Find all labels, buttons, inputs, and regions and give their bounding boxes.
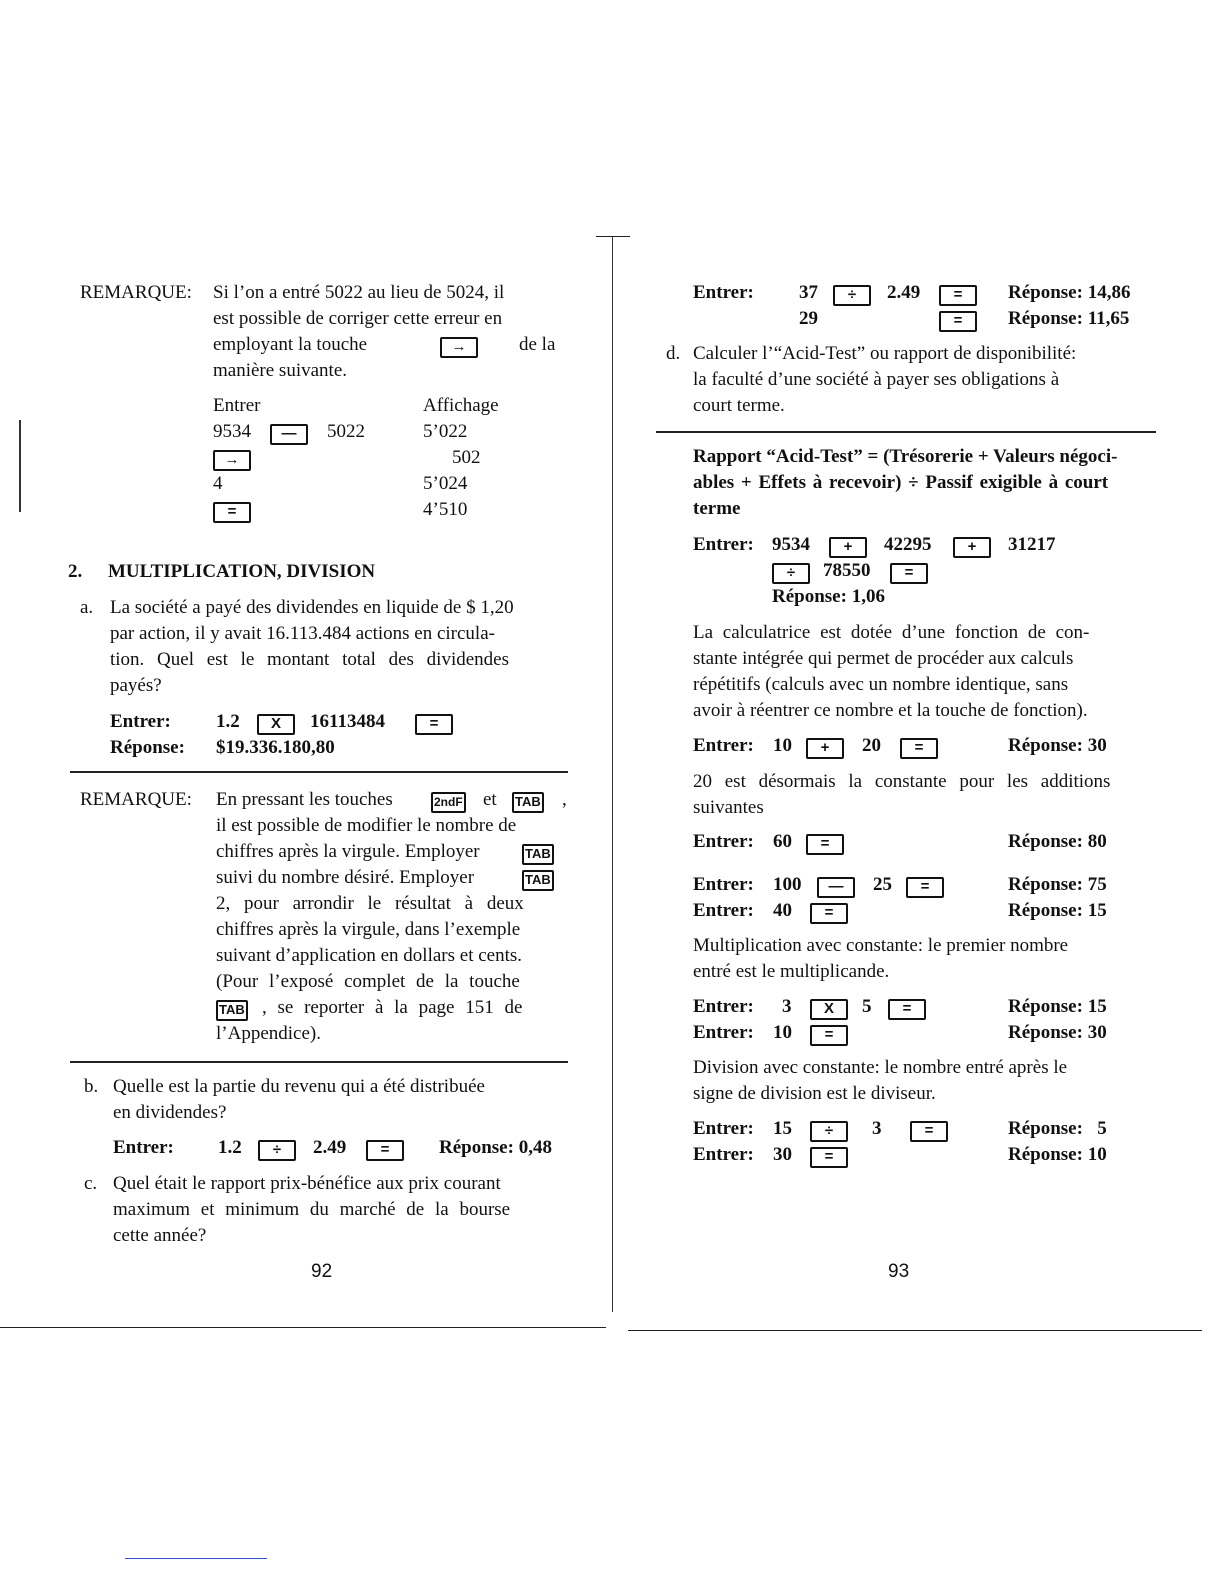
remarque-label: REMARQUE:	[80, 282, 192, 303]
page-gutter-line	[612, 236, 613, 1312]
paragraph-line: La calculatrice est dotée d’une fonction de con-	[693, 622, 1090, 643]
entry-value: 1.2	[218, 1137, 242, 1158]
answer-value: Réponse: 15	[1008, 996, 1107, 1017]
entry-value: 40	[773, 900, 792, 921]
equals-key-icon: =	[415, 714, 453, 735]
enter-label: Entrer:	[693, 735, 754, 756]
remarque-text-line: (Pour l’exposé complet de la touche	[216, 971, 520, 992]
entry-value: 3	[782, 996, 792, 1017]
item-text-line: cette année?	[113, 1225, 207, 1246]
divide-key-icon: ÷	[772, 563, 810, 584]
remarque-text-line: manière suivante.	[213, 360, 348, 381]
column-header-enter: Entrer	[213, 395, 261, 416]
remarque-text-line: et	[483, 789, 497, 810]
item-text-line: maximum et minimum du marché de la bourse	[113, 1199, 511, 1220]
remarque-text-line: est possible de corriger cette erreur en	[213, 308, 503, 329]
paragraph-line: entré est le multiplicande.	[693, 961, 890, 982]
equals-key-icon: =	[906, 877, 944, 898]
remarque-text-line: chiffres après la virgule, dans l’exemple	[216, 919, 521, 940]
remarque-text-line: il est possible de modifier le nombre de	[216, 815, 517, 836]
entry-value: 37	[799, 282, 818, 303]
answer-value: Réponse: 11,65	[1008, 308, 1130, 329]
formula-line: ables + Effets à recevoir) ÷ Passif exigible à court	[693, 472, 1109, 493]
answer-value: Réponse: 5	[1008, 1118, 1107, 1139]
entry-value: 10	[773, 735, 792, 756]
enter-label: Entrer:	[693, 831, 754, 852]
paragraph-line: répétitifs (calculs avec un nombre identique, sans	[693, 674, 1069, 695]
plus-key-icon: +	[806, 738, 844, 759]
entry-value: 29	[799, 308, 818, 329]
entry-value: 9534	[213, 421, 251, 442]
equals-key-icon: =	[366, 1140, 404, 1161]
remarque-text-line: l’Appendice).	[216, 1023, 321, 1044]
scan-edge-mark	[19, 420, 21, 512]
item-letter: b.	[84, 1076, 99, 1097]
tab-key-icon: TAB	[522, 844, 554, 865]
minus-key-icon: —	[270, 424, 308, 445]
answer-value: Réponse: 15	[1008, 900, 1107, 921]
entry-value: 16113484	[310, 711, 385, 732]
plus-key-icon: +	[953, 537, 991, 558]
divide-key-icon: ÷	[810, 1121, 848, 1142]
item-text-line: par action, il y avait 16.113.484 actions en circula-	[110, 623, 495, 644]
display-value: 4’510	[423, 499, 468, 520]
arrow-right-key-icon: →	[440, 337, 478, 358]
entry-value: 5022	[327, 421, 365, 442]
entry-value: 2.49	[887, 282, 921, 303]
remarque-text-line: suivant d’application en dollars et cents.	[216, 945, 523, 966]
item-text-line: court terme.	[693, 395, 785, 416]
item-text-line: la faculté d’une société à payer ses obligations à	[693, 369, 1060, 390]
tab-key-icon: TAB	[512, 792, 544, 813]
entry-value: 9534	[772, 534, 810, 555]
enter-label: Entrer:	[693, 1144, 754, 1165]
item-letter: c.	[84, 1173, 98, 1194]
enter-label: Entrer:	[693, 282, 754, 303]
entry-value: 20	[862, 735, 881, 756]
enter-label: Entrer:	[113, 1137, 174, 1158]
equals-key-icon: =	[810, 1025, 848, 1046]
remarque-text-line: chiffres après la virgule. Employer	[216, 841, 480, 862]
entry-value: 25	[873, 874, 892, 895]
answer-value: $19.336.180,80	[216, 737, 335, 758]
item-letter: d.	[666, 343, 681, 364]
equals-key-icon: =	[900, 738, 938, 759]
item-text-line: Quelle est la partie du revenu qui a été distribuée	[113, 1076, 485, 1097]
enter-label: Entrer:	[693, 1022, 754, 1043]
entry-value: 60	[773, 831, 792, 852]
entry-value: 30	[773, 1144, 792, 1165]
paragraph-line: suivantes	[693, 797, 764, 818]
scan-blue-line	[125, 1558, 267, 1559]
equals-key-icon: =	[806, 834, 844, 855]
enter-label: Entrer:	[693, 534, 754, 555]
formula-line: terme	[693, 498, 741, 519]
divide-key-icon: ÷	[258, 1140, 296, 1161]
remarque-text-line: de la	[519, 334, 556, 355]
paragraph-line: signe de division est le diviseur.	[693, 1083, 936, 1104]
item-text-line: Quel était le rapport prix-bénéfice aux prix courant	[113, 1173, 501, 1194]
paragraph-line: 20 est désormais la constante pour les additions	[693, 771, 1111, 792]
entry-value: 5	[862, 996, 872, 1017]
remarque-label: REMARQUE:	[80, 789, 192, 810]
remarque-text-line: suivi du nombre désiré. Employer	[216, 867, 475, 888]
entry-value: 31217	[1008, 534, 1056, 555]
equals-key-icon: =	[888, 999, 926, 1020]
entry-value: 100	[773, 874, 802, 895]
tab-key-icon: TAB	[216, 1000, 248, 1021]
equals-key-icon: =	[910, 1121, 948, 1142]
entry-value: 2.49	[313, 1137, 347, 1158]
multiply-key-icon: X	[257, 714, 295, 735]
answer-value: Réponse: 14,86	[1008, 282, 1131, 303]
answer-label: Réponse:	[110, 737, 185, 758]
formula-line: Rapport “Acid-Test” = (Trésorerie + Valeurs négoci-	[693, 446, 1118, 467]
paragraph-line: Division avec constante: le nombre entré après le	[693, 1057, 1068, 1078]
display-value: 5’022	[423, 421, 468, 442]
entry-value: 78550	[823, 560, 871, 581]
display-value: 502	[452, 447, 481, 468]
2ndf-key-icon: 2ndF	[431, 792, 466, 813]
divider	[656, 431, 1156, 433]
section-number: 2.	[68, 561, 83, 582]
equals-key-icon: =	[213, 502, 251, 523]
enter-label: Entrer:	[110, 711, 171, 732]
multiply-key-icon: X	[810, 999, 848, 1020]
equals-key-icon: =	[810, 1147, 848, 1168]
answer-value: Réponse: 80	[1008, 831, 1107, 852]
remarque-text-line: , se reporter à la page 151 de	[262, 997, 523, 1018]
equals-key-icon: =	[810, 903, 848, 924]
item-text-line: Calculer l’“Acid-Test” ou rapport de disponibilité:	[693, 343, 1077, 364]
entry-value: 42295	[884, 534, 932, 555]
section-title: MULTIPLICATION, DIVISION	[108, 561, 376, 582]
column-header-display: Affichage	[423, 395, 499, 416]
remarque-text-line: Si l’on a entré 5022 au lieu de 5024, il	[213, 282, 505, 303]
equals-key-icon: =	[890, 563, 928, 584]
remarque-text-line: ,	[562, 789, 567, 810]
page-number: 92	[311, 1261, 333, 1282]
page-number: 93	[888, 1261, 910, 1282]
divider	[70, 1061, 568, 1063]
remarque-text-line: 2, pour arrondir le résultat à deux	[216, 893, 524, 914]
display-value: 5’024	[423, 473, 468, 494]
answer-value: Réponse: 1,06	[772, 586, 885, 607]
arrow-right-key-icon: →	[213, 450, 251, 471]
scan-bottom-line	[0, 1327, 606, 1328]
entry-value: 3	[872, 1118, 882, 1139]
item-text-line: tion. Quel est le montant total des dividendes	[110, 649, 509, 670]
enter-label: Entrer:	[693, 900, 754, 921]
answer-value: Réponse: 30	[1008, 735, 1107, 756]
equals-key-icon: =	[939, 285, 977, 306]
entry-value: 4	[213, 473, 223, 494]
entry-value: 10	[773, 1022, 792, 1043]
paragraph-line: stante intégrée qui permet de procéder aux calculs	[693, 648, 1074, 669]
divider	[70, 771, 568, 773]
item-text-line: payés?	[110, 675, 162, 696]
answer-value: Réponse: 75	[1008, 874, 1107, 895]
minus-key-icon: —	[817, 877, 855, 898]
item-text-line: en dividendes?	[113, 1102, 227, 1123]
item-text-line: La société a payé des dividendes en liquide de $ 1,20	[110, 597, 514, 618]
enter-label: Entrer:	[693, 996, 754, 1017]
gutter-tick	[596, 236, 630, 237]
tab-key-icon: TAB	[522, 870, 554, 891]
paragraph-line: Multiplication avec constante: le premier nombre	[693, 935, 1069, 956]
remarque-text-line: En pressant les touches	[216, 789, 393, 810]
scan-bottom-line	[628, 1330, 1202, 1331]
entry-value: 15	[773, 1118, 792, 1139]
plus-key-icon: +	[829, 537, 867, 558]
remarque-text-line: employant la touche	[213, 334, 368, 355]
enter-label: Entrer:	[693, 1118, 754, 1139]
answer-value: Réponse: 30	[1008, 1022, 1107, 1043]
equals-key-icon: =	[939, 311, 977, 332]
answer-value: Réponse: 0,48	[439, 1137, 552, 1158]
paragraph-line: avoir à réentrer ce nombre et la touche de fonction).	[693, 700, 1088, 721]
enter-label: Entrer:	[693, 874, 754, 895]
item-letter: a.	[80, 597, 94, 618]
divide-key-icon: ÷	[833, 285, 871, 306]
answer-value: Réponse: 10	[1008, 1144, 1107, 1165]
entry-value: 1.2	[216, 711, 240, 732]
